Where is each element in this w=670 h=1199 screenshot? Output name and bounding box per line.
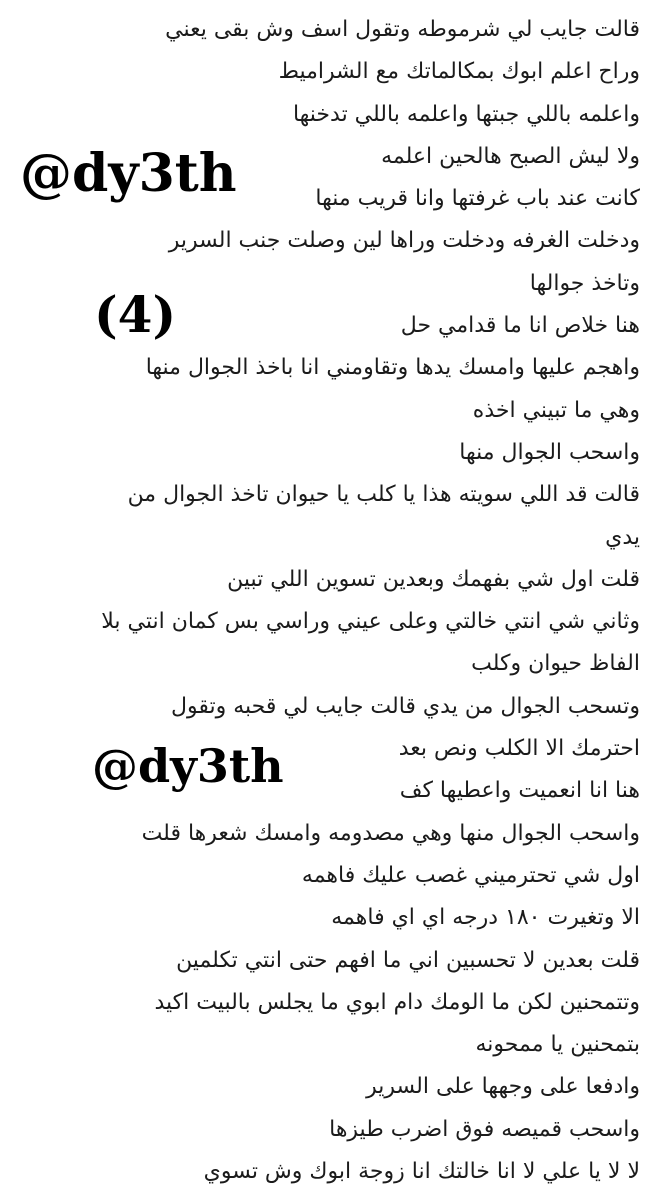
text-line: وثاني شي انتي خالتي وعلى عيني وراسي بس كمان انتي بلا [101,609,640,635]
text-line: الفاظ حيوان وكلب [471,651,640,677]
text-line: الا وتغيرت ١٨٠ درجه اي اي فاهمه [331,905,640,931]
text-line: بتمحنين يا ممحونه [475,1032,640,1058]
text-line: واسحب قميصه فوق اضرب طيزها [329,1116,640,1142]
watermark-handle-middle: @dy3th [92,739,284,793]
text-line: قالت قد اللي سويته هذا يا كلب يا حيوان تاخذ الجوال من [127,482,640,508]
text-line: احترمك الا الكلب ونص بعد [398,736,640,762]
text-line: هنا انا انعميت واعطيها كف [399,778,640,804]
text-line: يدي [605,524,640,550]
text-line: واسحب الجوال منها [459,439,640,465]
text-line: كانت عند باب غرفتها وانا قريب منها [315,186,640,212]
text-line: قلت اول شي بفهمك وبعدين تسوين اللي تبين [227,566,640,592]
text-line: قالت جايب لي شرموطه وتقول اسف وش بقى يعني [165,17,640,42]
text-line: ودخلت الغرفه ودخلت وراها لين وصلت جنب السرير [168,228,640,254]
text-line: هنا خلاص انا ما قدامي حل [400,313,640,339]
text-line: لا لا يا علي لا انا خالتك انا زوجة ابوك وش تسوي [203,1159,640,1185]
part-number-label: (4) [94,285,177,344]
text-line: وادفعا على وجهها على السرير [366,1074,640,1100]
text-line: اول شي تحترميني غصب عليك فاهمه [301,862,640,888]
text-line: وتاخذ جوالها [529,270,640,296]
text-line: واسحب الجوال منها وهي مصدومه وامسك شعرها قلت [141,820,640,846]
text-line: قلت بعدين لا تحسبين اني ما افهم حتى انتي تكلمين [176,947,640,973]
text-line: وتتمحنين لكن ما الومك دام ابوي ما يجلس بالبيت اكيد [154,989,640,1015]
text-line: وراح اعلم ابوك بمكالماتك مع الشراميط [278,59,640,85]
text-line: وهي ما تبيني اخذه [472,397,640,423]
text-line: واهجم عليها وامسك يدها وتقاومني انا باخذ الجوال منها [145,355,640,381]
text-line: وتسحب الجوال من يدي قالت جايب لي قحبه وتقول [171,693,640,719]
watermark-handle-top: @dy3th [20,143,237,204]
text-line: واعلمه باللي جبتها واعلمه باللي تدخنها [292,101,640,127]
text-line: ولا ليش الصبح هالحين اعلمه [381,143,640,169]
